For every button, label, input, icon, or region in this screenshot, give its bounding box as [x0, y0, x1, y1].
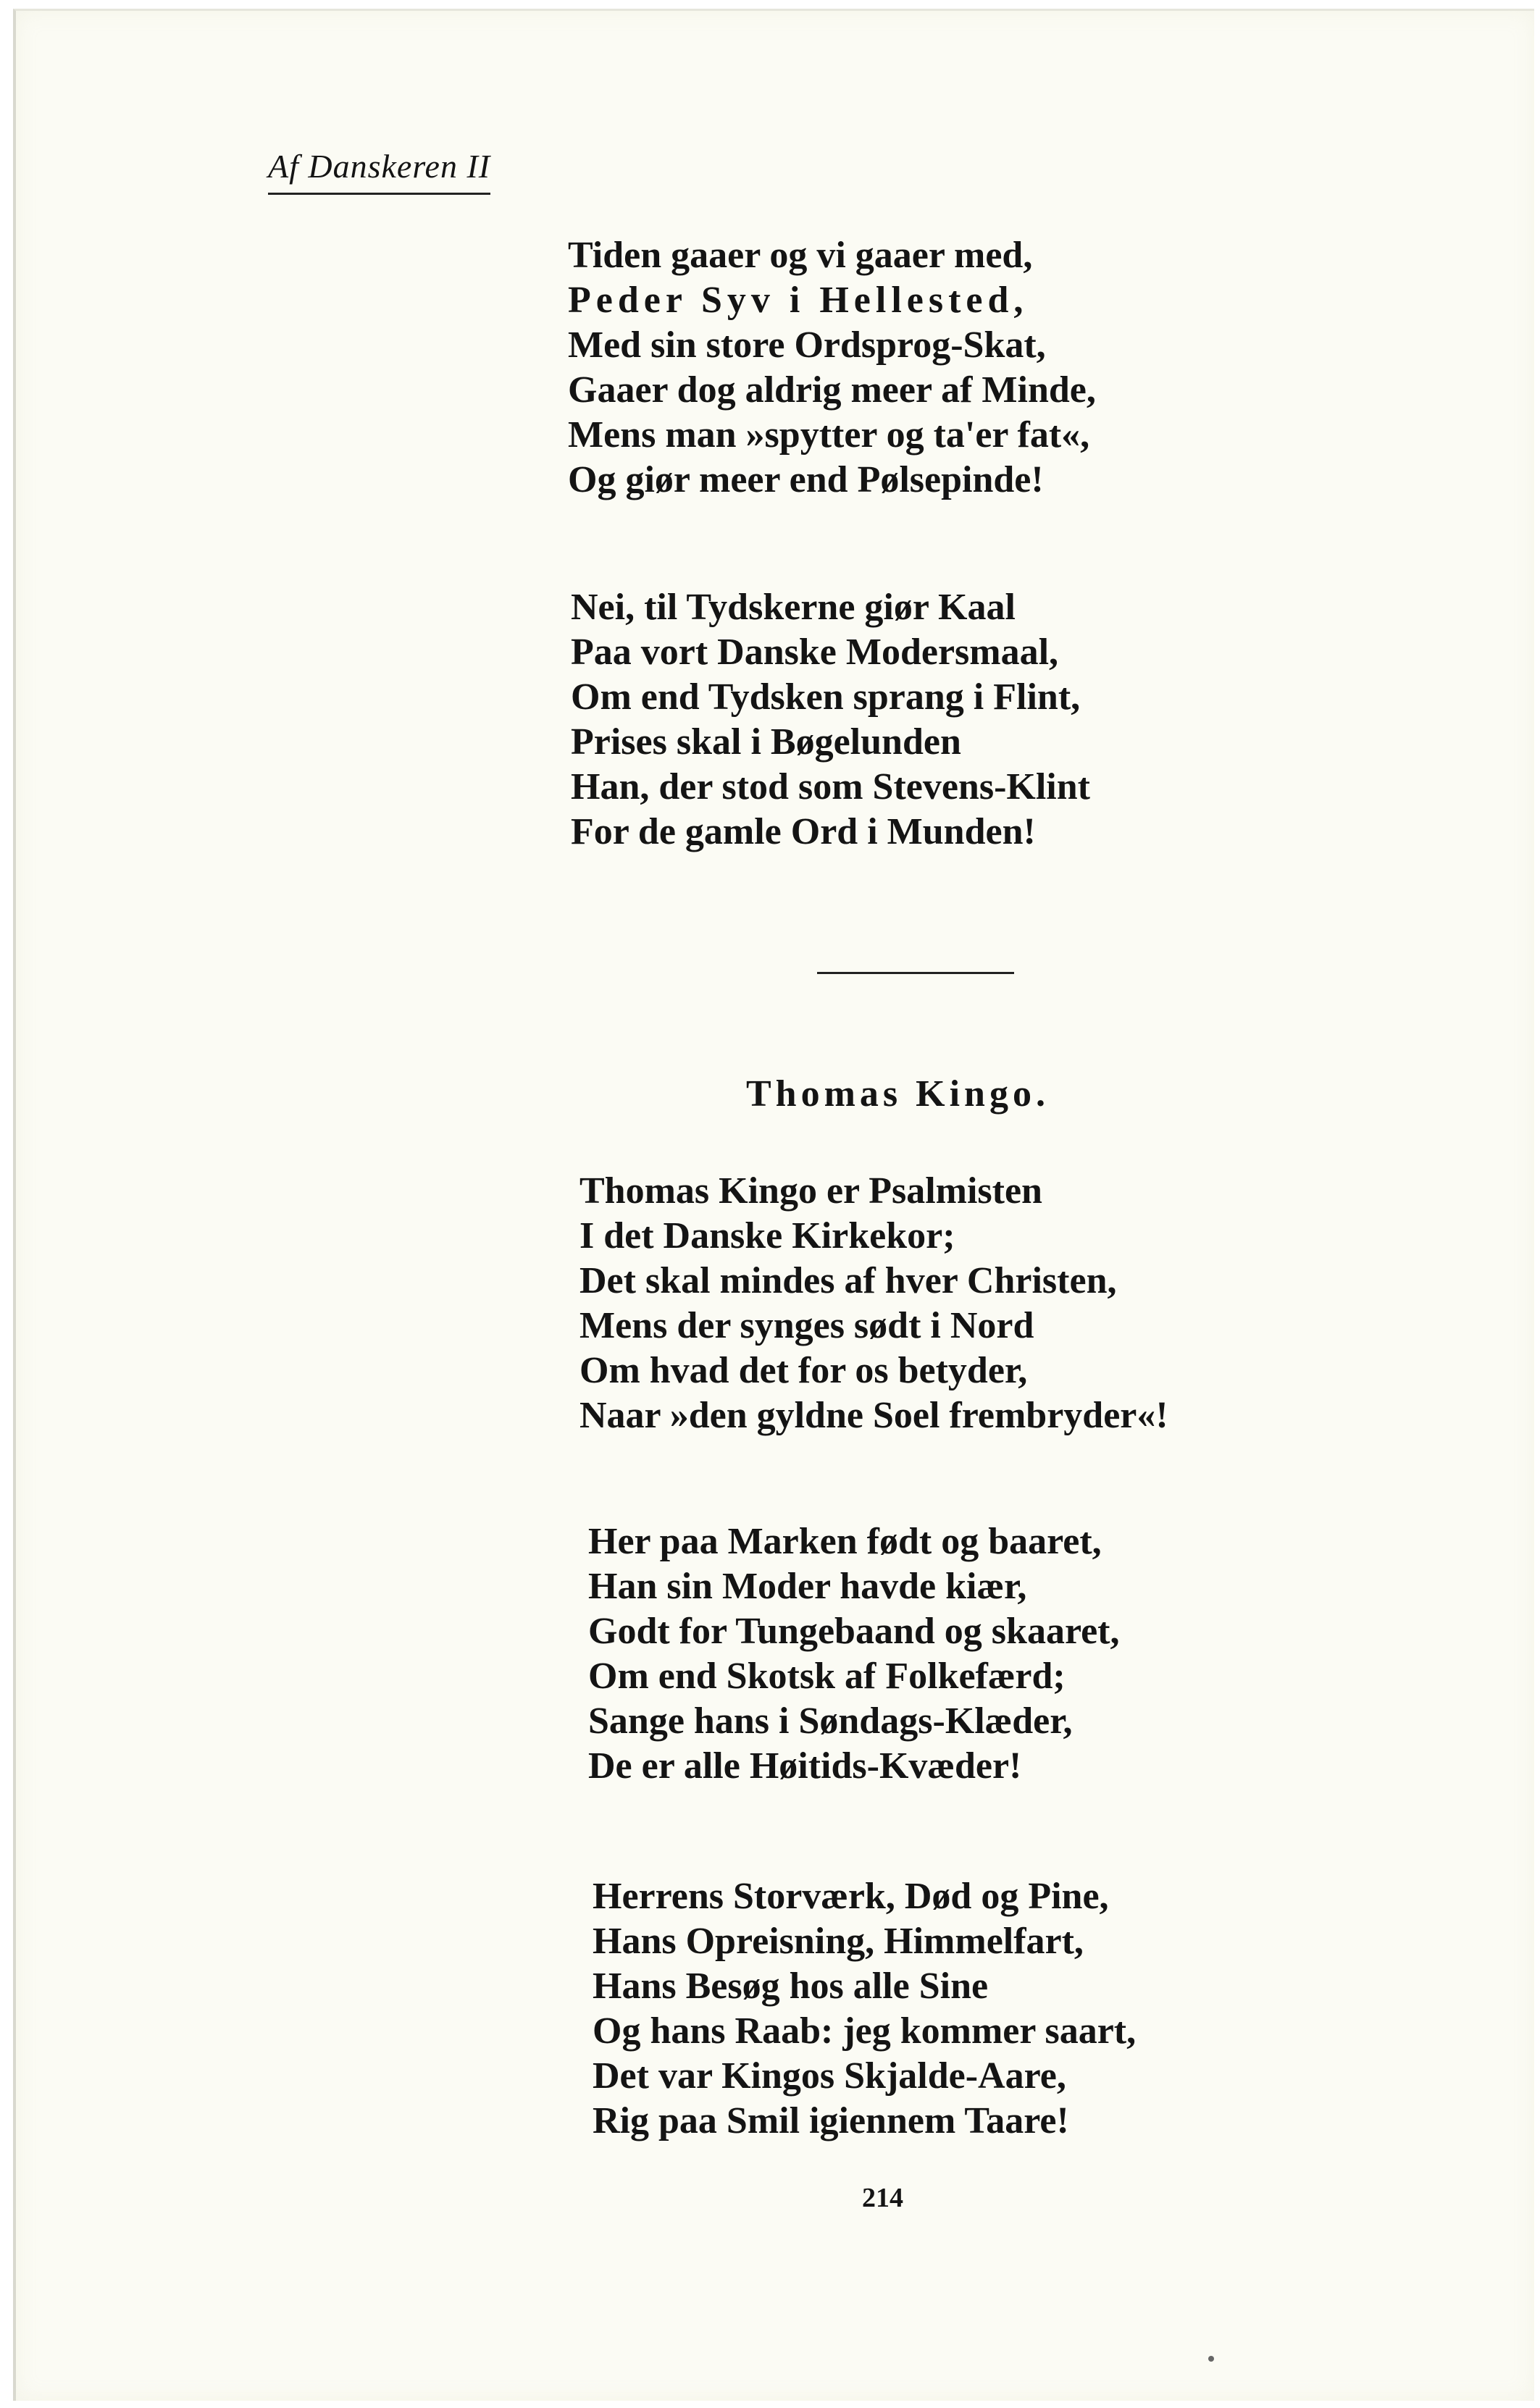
verse-line: De er alle Høitids-Kvæder! — [588, 1745, 1022, 1787]
verse-line: Det var Kingos Skjalde-Aare, — [593, 2055, 1066, 2097]
verse-line: Nei, til Tydskerne giør Kaal — [571, 587, 1016, 628]
verse-line: Han, der stod som Stevens-Klint — [571, 766, 1090, 807]
verse-line: Det skal mindes af hver Christen, — [579, 1260, 1117, 1301]
verse-line: Peder Syv i Hellested, — [568, 280, 1029, 321]
poem2-stanza-1 — [579, 1169, 1168, 1438]
verse-line: Og hans Raab: jeg kommer saart, — [593, 2010, 1137, 2052]
verse-line: Hans Besøg hos alle Sine — [593, 1966, 989, 2007]
verse-line: Gaaer dog aldrig meer af Minde, — [568, 369, 1096, 411]
verse-line: Om hvad det for os betyder, — [579, 1350, 1028, 1391]
verse-line: Herrens Storværk, Død og Pine, — [593, 1876, 1109, 1917]
verse-line: Prises skal i Bøgelunden — [571, 721, 961, 763]
poem1-stanza-1 — [568, 233, 1096, 503]
verse-line: Naar »den gyldne Soel frembryder«! — [579, 1395, 1168, 1436]
running-head: Af Danskeren II — [268, 145, 490, 195]
verse-line: Hans Opreisning, Himmelfart, — [593, 1921, 1084, 1962]
verse-line: Om end Tydsken sprang i Flint, — [571, 676, 1081, 718]
section-divider — [817, 972, 1014, 974]
verse-line: For de gamle Ord i Munden! — [571, 811, 1036, 852]
verse-line: Og giør meer end Pølsepinde! — [568, 459, 1044, 500]
poem2-stanza-3 — [593, 1874, 1136, 2144]
poem-title: Thomas Kingo. — [746, 1073, 1050, 1115]
verse-line: Rig paa Smil igiennem Taare! — [593, 2100, 1069, 2141]
verse-line: Paa vort Danske Modersmaal, — [571, 632, 1059, 673]
verse-line: Om end Skotsk af Folkefærd; — [588, 1656, 1066, 1697]
verse-line: Mens der synges sødt i Nord — [579, 1305, 1034, 1346]
verse-line: Med sin store Ordsprog-Skat, — [568, 324, 1046, 366]
verse-line: Thomas Kingo er Psalmisten — [579, 1170, 1042, 1212]
verse-line: Tiden gaaer og vi gaaer med, — [568, 235, 1033, 276]
poem1-stanza-2 — [571, 585, 1090, 855]
page-number: 214 — [862, 2183, 903, 2213]
verse-line: Han sin Moder havde kiær, — [588, 1566, 1027, 1607]
verse-line: Godt for Tungebaand og skaaret, — [588, 1611, 1120, 1652]
verse-line: Mens man »spytter og ta'er fat«, — [568, 414, 1090, 456]
verse-line: Her paa Marken født og baaret, — [588, 1521, 1102, 1562]
poem2-stanza-2 — [588, 1519, 1119, 1789]
paper-speck — [1208, 2356, 1214, 2362]
verse-line: Sange hans i Søndags-Klæder, — [588, 1700, 1073, 1742]
verse-line: I det Danske Kirkekor; — [579, 1215, 955, 1257]
